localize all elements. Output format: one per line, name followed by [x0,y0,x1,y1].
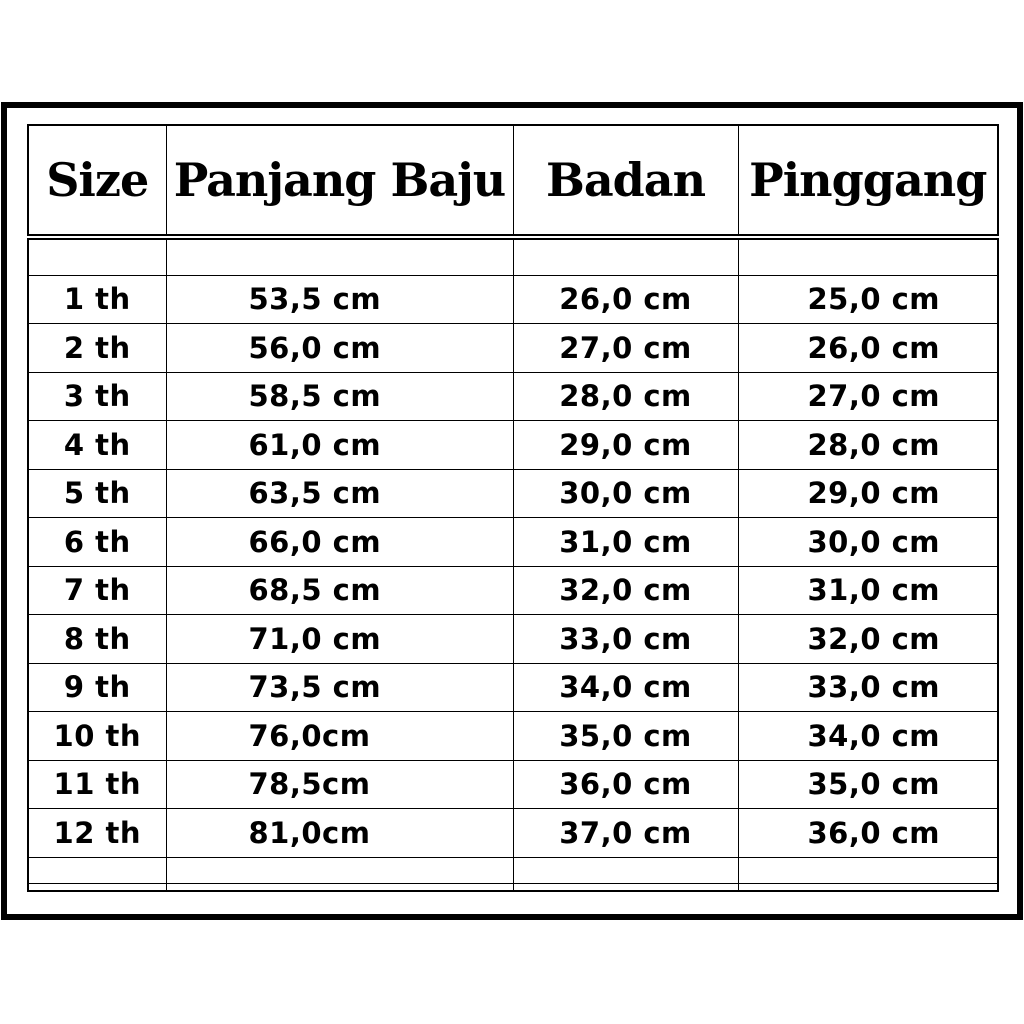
spacer-row [28,883,998,891]
cell-length: 61,0 cm [166,421,513,470]
cell-body: 26,0 cm [513,275,738,324]
empty-cell [166,237,513,275]
cell-waist: 32,0 cm [738,615,998,664]
cell-size: 11 th [28,760,166,809]
cell-length: 63,5 cm [166,469,513,518]
spacer-row [28,857,998,883]
cell-length: 53,5 cm [166,275,513,324]
cell-body: 27,0 cm [513,324,738,373]
cell-length: 76,0cm [166,712,513,761]
cell-length: 78,5cm [166,760,513,809]
table-row [28,518,998,567]
cell-waist: 36,0 cm [738,809,998,858]
cell-size: 3 th [28,372,166,421]
empty-cell [513,857,738,883]
cell-size: 4 th [28,421,166,470]
cell-waist: 33,0 cm [738,663,998,712]
table-row [28,324,998,373]
cell-length: 73,5 cm [166,663,513,712]
cell-body: 37,0 cm [513,809,738,858]
table-row [28,566,998,615]
header-body: Badan [513,125,738,237]
empty-cell [513,883,738,891]
cell-waist: 35,0 cm [738,760,998,809]
spacer-row [28,237,998,275]
cell-size: 12 th [28,809,166,858]
cell-length: 71,0 cm [166,615,513,664]
cell-waist: 28,0 cm [738,421,998,470]
cell-body: 31,0 cm [513,518,738,567]
empty-cell [166,883,513,891]
table-row [28,372,998,421]
cell-body: 36,0 cm [513,760,738,809]
cell-size: 5 th [28,469,166,518]
cell-body: 33,0 cm [513,615,738,664]
cell-waist: 31,0 cm [738,566,998,615]
cell-size: 7 th [28,566,166,615]
cell-waist: 30,0 cm [738,518,998,567]
empty-cell [28,857,166,883]
table-row [28,615,998,664]
table-row [28,663,998,712]
cell-length: 68,5 cm [166,566,513,615]
empty-cell [738,883,998,891]
cell-size: 8 th [28,615,166,664]
cell-size: 10 th [28,712,166,761]
cell-body: 34,0 cm [513,663,738,712]
table-row [28,809,998,858]
header-row [28,125,998,237]
cell-waist: 34,0 cm [738,712,998,761]
cell-waist: 25,0 cm [738,275,998,324]
table-row [28,421,998,470]
cell-size: 9 th [28,663,166,712]
table-row [28,275,998,324]
cell-size: 1 th [28,275,166,324]
cell-length: 58,5 cm [166,372,513,421]
table-row [28,760,998,809]
cell-length: 56,0 cm [166,324,513,373]
size-chart-table [27,124,999,892]
header-size: Size [28,125,166,237]
empty-cell [166,857,513,883]
table-row [28,712,998,761]
cell-size: 6 th [28,518,166,567]
cell-waist: 26,0 cm [738,324,998,373]
header-length: Panjang Baju [166,125,513,237]
cell-waist: 29,0 cm [738,469,998,518]
table-row [28,469,998,518]
cell-body: 30,0 cm [513,469,738,518]
empty-cell [738,237,998,275]
empty-cell [28,883,166,891]
empty-cell [738,857,998,883]
cell-body: 29,0 cm [513,421,738,470]
empty-cell [28,237,166,275]
cell-size: 2 th [28,324,166,373]
cell-waist: 27,0 cm [738,372,998,421]
cell-length: 66,0 cm [166,518,513,567]
cell-body: 32,0 cm [513,566,738,615]
header-waist: Pinggang [738,125,998,237]
cell-body: 35,0 cm [513,712,738,761]
cell-length: 81,0cm [166,809,513,858]
cell-body: 28,0 cm [513,372,738,421]
empty-cell [513,237,738,275]
